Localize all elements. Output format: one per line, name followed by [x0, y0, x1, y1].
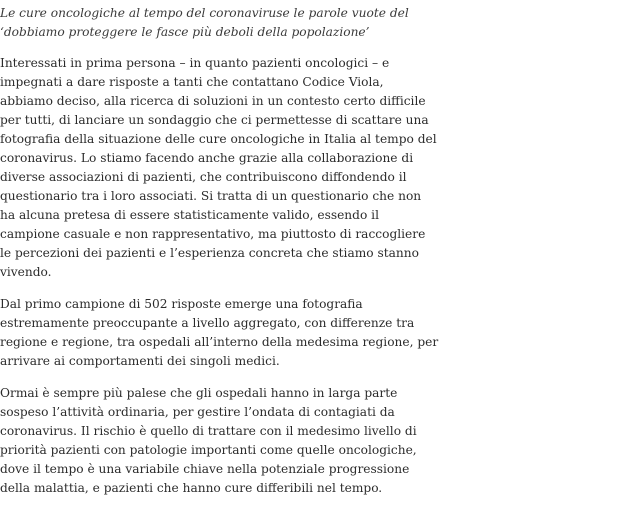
article-subtitle: Le cure oncologiche al tempo del coronaviruse le parole vuote del ‘dobbiamo proteggere le fasce più deboli della popolazione’ — [0, 6, 409, 39]
article-paragraph-2: Dal primo campione di 502 risposte emerge una fotografia estremamente preoccupante a livello aggregato, con differenze tra regione e regione, tra ospedali all’interno della medesima regione, per arrivare ai comportamenti dei singoli medici. — [0, 297, 439, 368]
article-paragraph-3: Ormai è sempre più palese che gli ospedali hanno in larga parte sospeso l’attività ordinaria, per gestire l’ondata di contagiati da coronavirus. Il rischio è quello di trattare con il medesimo livello di priorità pazienti con patologie importanti come quelle oncologiche, dove il tempo è una variabile chiave nella potenziale progressione della malattia, e pazienti che hanno cure differibili nel tempo. — [0, 386, 417, 495]
article-paragraph-1: Interessati in prima persona – in quanto pazienti oncologici – e impegnati a dare risposte a tanti che contattano Codice Viola, abbiamo deciso, alla ricerca di soluzioni in un contesto certo difficile per tutti, di lanciare un sondaggio che ci permettesse di scattare una fotografia della situazione delle cure oncologiche in Italia al tempo del coronavirus. Lo stiamo facendo anche grazie alla collaborazione di diverse associazioni di pazienti, che contribuiscono diffondendo il questionario tra i loro associati. Si tratta di un questionario che non ha alcuna pretesa di essere statisticamente valido, essendo il campione casuale e non rappresentativo, ma piuttosto di raccogliere le percezioni dei pazienti e l’esperienza concreta che stiamo stanno vivendo. — [0, 56, 437, 279]
article-body — [0, 4, 440, 511]
